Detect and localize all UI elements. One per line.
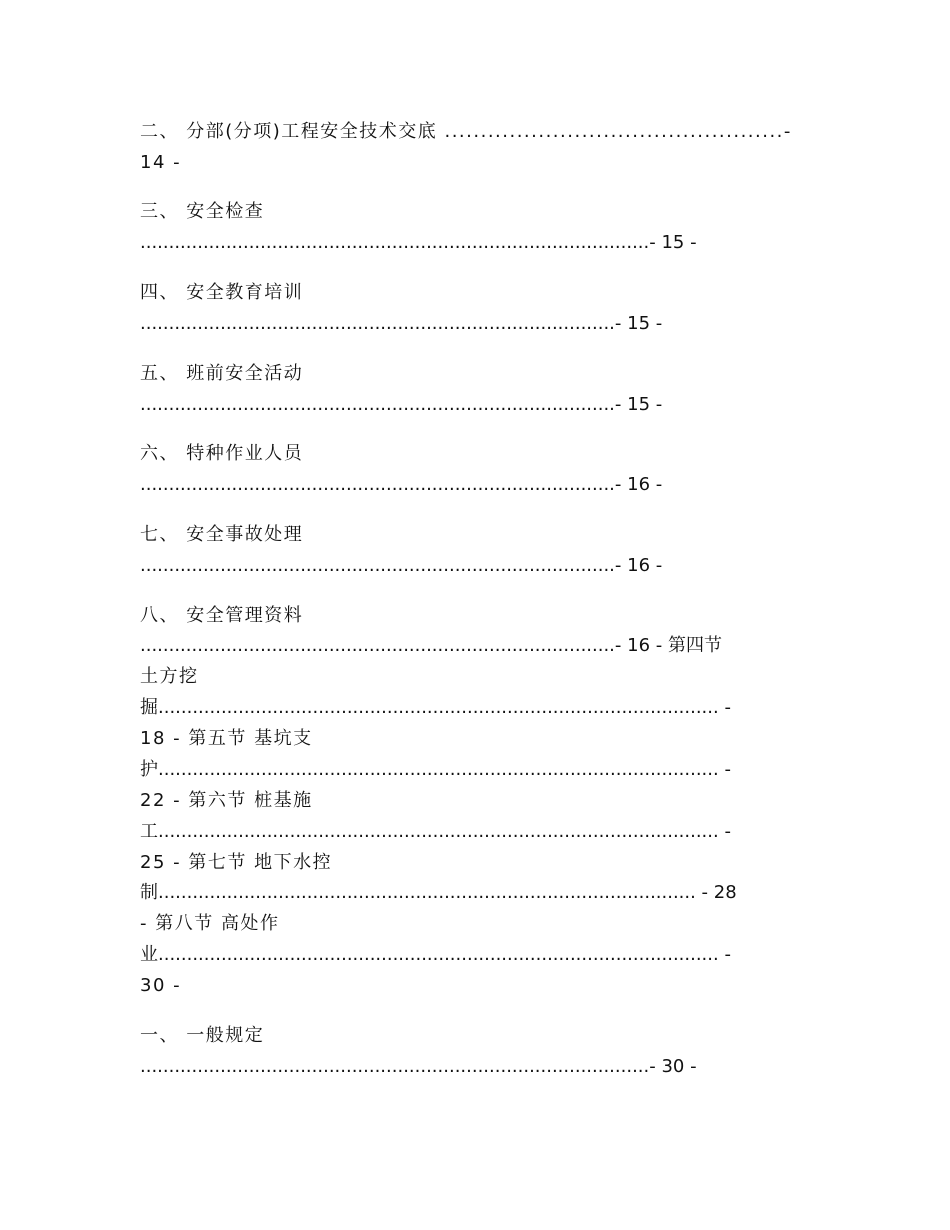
toc-entry-line: ...................................................................................- 15 - [140, 313, 663, 334]
toc-entry-line: 14 - [140, 152, 182, 173]
toc-entry-line: 四、 安全教育培训 [140, 282, 304, 303]
toc-entry-line: 一、 一般规定 [140, 1025, 265, 1046]
toc-entry-line: 七、 安全事故处理 [140, 524, 304, 545]
toc-entry-line: .........................................................................................- 15 - [140, 232, 697, 253]
toc-entry-line: 五、 班前安全活动 [140, 363, 304, 384]
toc-entry-line: 掘.................................................................................................. - [140, 697, 731, 718]
toc-entry-line: ...................................................................................- 16 - [140, 474, 663, 495]
toc-entry-line: 25 - 第七节 地下水控 [140, 852, 333, 873]
toc-entry-line: 22 - 第六节 桩基施 [140, 790, 313, 811]
toc-entry-line: .........................................................................................- 30 - [140, 1056, 697, 1077]
toc-entry-line: ...................................................................................- 16 - 第四节 [140, 635, 722, 656]
toc-entry-line: 工.................................................................................................. - [140, 821, 731, 842]
toc-entry-line: 二、 分部(分项)工程安全技术交底 ...............................................- [140, 121, 792, 142]
toc-entry-line: 土方挖 [140, 666, 199, 687]
toc-entry-line: 业.................................................................................................. - [140, 944, 731, 965]
toc-entry-line: ...................................................................................- 15 - [140, 394, 663, 415]
toc-entry-line: 30 - [140, 975, 182, 996]
toc-entry-line: 18 - 第五节 基坑支 [140, 728, 313, 749]
toc-entry-line: 制.............................................................................................. - 28 [140, 882, 737, 903]
toc-entry-line: - 第八节 高处作 [140, 913, 280, 934]
toc-entry-line: ...................................................................................- 16 - [140, 555, 663, 576]
toc-entry-line: 三、 安全检查 [140, 201, 265, 222]
toc-entry-line: 八、 安全管理资料 [140, 605, 304, 626]
toc-entry-line: 六、 特种作业人员 [140, 443, 304, 464]
toc-entry-line: 护.................................................................................................. - [140, 759, 731, 780]
